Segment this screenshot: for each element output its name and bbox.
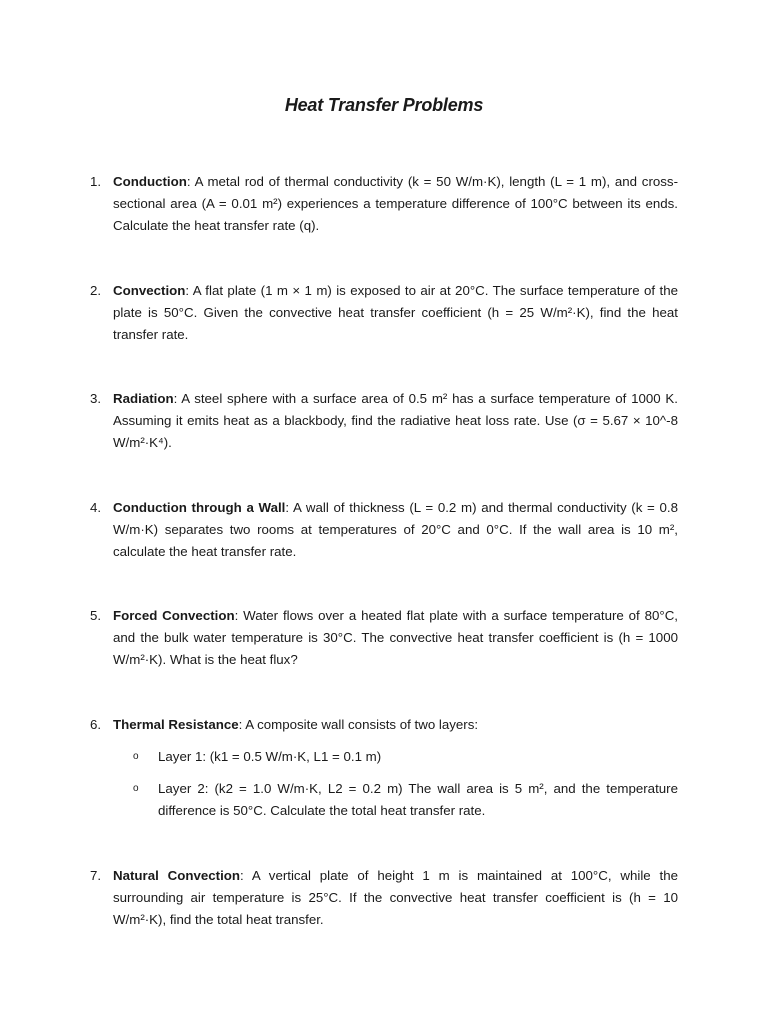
problem-4 [90, 497, 678, 562]
problem-6 [90, 714, 678, 736]
problem-body: : A steel sphere with a surface area of 0.5 m² has a surface temperature of 1000 K. Assuming it emits heat as a blackbody, find the radiative heat loss rate. Use (σ = 5.67 × 10^-8 W/m²·K⁴). [113, 391, 678, 450]
problem-body: : A flat plate (1 m × 1 m) is exposed to air at 20°C. The surface temperature of the plate is 50°C. Given the convective heat transfer coefficient (h = 25 W/m²·K), find the heat transfer rate. [113, 283, 678, 342]
problem-heading: Natural Convection [113, 868, 241, 883]
problem-number: 3. [90, 391, 102, 406]
problem-heading: Conduction through a Wall [113, 500, 286, 515]
sub-item-text: Layer 2: (k2 = 1.0 W/m·K, L2 = 0.2 m) The wall area is 5 m², and the temperature difference is 50°C. Calculate the total heat transfer rate. [158, 781, 678, 818]
problem-1 [90, 171, 678, 236]
problem-3 [90, 388, 678, 453]
problem-2 [90, 280, 678, 345]
problem-heading: Conduction [113, 174, 187, 189]
problem-body: : A composite wall consists of two layers: [238, 717, 479, 732]
problem-number: 2. [90, 283, 102, 298]
page-title: Heat Transfer Problems [284, 95, 484, 115]
problem-body: : A wall of thickness (L = 0.2 m) and thermal conductivity (k = 0.8 W/m·K) separates two rooms at temperatures of 20°C and 0°C. If the wall area is 10 m², calculate the heat transfer rate. [113, 500, 678, 559]
problem-body: : A metal rod of thermal conductivity (k = 50 W/m·K), length (L = 1 m), and cross-sectional area (A = 0.01 m²) experiences a temperature difference of 100°C between its ends. Calculate the heat transfer rate (q). [113, 174, 678, 233]
sub-item-2 [133, 778, 678, 822]
problem-body: : Water flows over a heated flat plate with a surface temperature of 80°C, and the bulk water temperature is 30°C. The convective heat transfer coefficient is (h = 1000 W/m²·K). What is the heat flux? [113, 608, 678, 667]
problem-heading: Radiation [113, 391, 174, 406]
problem-5 [90, 605, 678, 670]
problem-number: 7. [90, 868, 102, 883]
sub-item-text: Layer 1: (k1 = 0.5 W/m·K, L1 = 0.1 m) [158, 749, 382, 764]
problem-heading: Convection [113, 283, 186, 298]
sub-item-1 [133, 746, 678, 768]
problem-heading: Forced Convection [113, 608, 235, 623]
problem-7 [90, 865, 678, 930]
problem-body: : A vertical plate of height 1 m is maintained at 100°C, while the surrounding air temperature is 25°C. If the convective heat transfer coefficient is (h = 10 W/m²·K), find the total heat transfer. [113, 868, 678, 927]
problem-number: 1. [90, 174, 102, 189]
circle-bullet-icon: o [133, 751, 139, 762]
circle-bullet-icon: o [133, 783, 139, 794]
problem-number: 5. [90, 608, 102, 623]
problem-heading: Thermal Resistance [113, 717, 239, 732]
problem-number: 6. [90, 717, 102, 732]
problem-number: 4. [90, 500, 102, 515]
